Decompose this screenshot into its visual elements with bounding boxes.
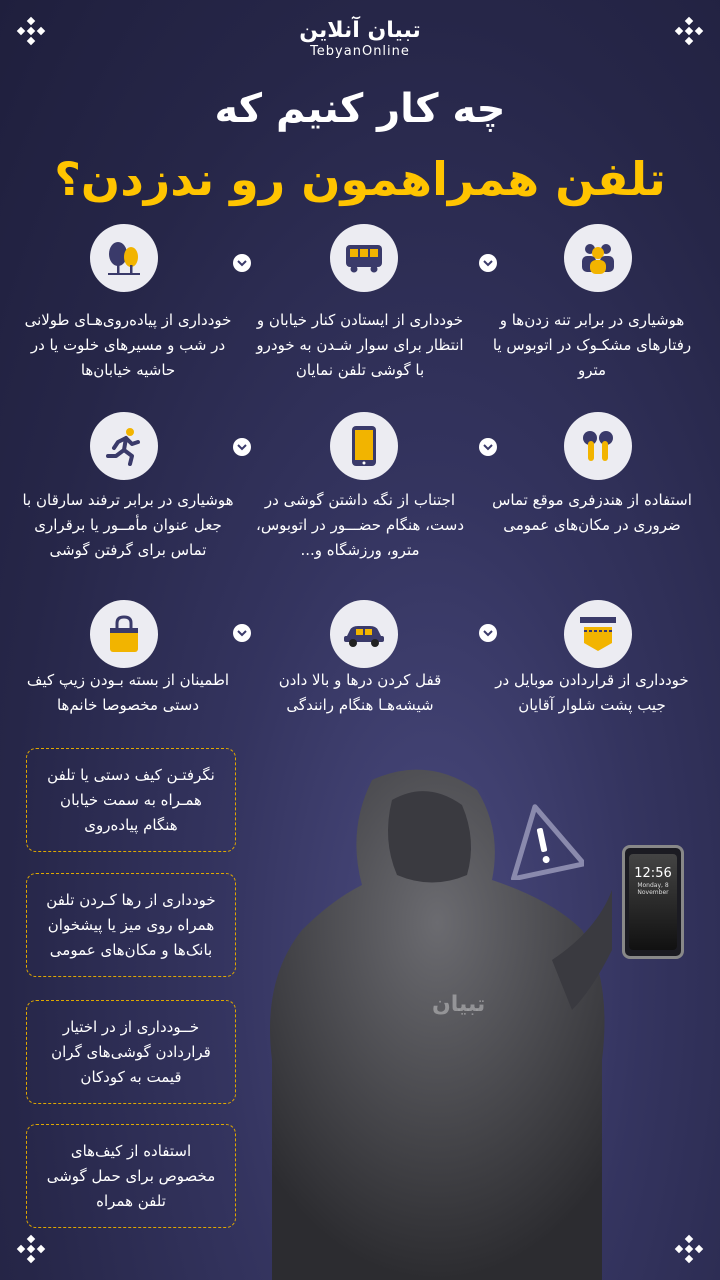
earbuds-icon [564, 412, 632, 480]
tip-box-text: نگرفتـن کیف دستی یا تلفن همـراه به سمت خیابان هنگام پیاده‌روی [47, 765, 215, 834]
phone-clock: 12:56 [634, 866, 672, 881]
tip-box [26, 873, 236, 977]
chevron-down-icon [233, 624, 251, 642]
tip-box [26, 1124, 236, 1228]
tip-text: خودداری از قراردادن موبایل در جیب پشت شلوار آقایان [495, 671, 689, 714]
tip-box-text: استفاده از کیف‌های مخصوص برای حمل گوشی تلفن همراه [46, 1141, 216, 1210]
chevron-down-icon [479, 438, 497, 456]
tip-text: اطمینان از بسته بـودن زیپ کیف دستی مخصوصا خانم‌ها [26, 671, 230, 714]
tip-text: هوشیاری در برابر تنه زدن‌ها و رفتارهای مشکـوک در اتوبوس یا مترو [492, 311, 692, 379]
chevron-down-icon [233, 254, 251, 272]
watermark: تبیان [432, 992, 486, 1017]
tip-text: خودداری از پیاده‌روی‌هـای طولانی در شب و مسیرهای خلوت یا در حاشیه خیابان‌ها [24, 311, 232, 379]
smartphone-in-hand [622, 845, 684, 959]
car-icon [330, 600, 398, 668]
tip-box-text: خودداری از رها کـردن تلفن همراه روی میز یا پیشخوان بانک‌ها و مکان‌های عمومی [46, 890, 216, 959]
hooded-thief-illustration [252, 760, 612, 1280]
phone-date: Monday, 8 November [637, 882, 669, 896]
people-group-icon [564, 224, 632, 292]
tip-box [26, 1000, 236, 1104]
trees-icon [90, 224, 158, 292]
bus-icon [330, 224, 398, 292]
logo-english: TebyanOnline [310, 44, 410, 59]
tip-text: خودداری از ایستادن کنار خیابان و انتظار برای سوار شـدن به خودرو با گوشی تلفن نمایان [256, 311, 464, 379]
phone-screen [629, 854, 677, 950]
back-pocket-icon [564, 600, 632, 668]
tip-text: استفاده از هندزفری موقع تماس ضروری در مکان‌های عمومی [492, 491, 692, 534]
running-person-icon [90, 412, 158, 480]
handbag-icon [90, 600, 158, 668]
smartphone-icon [330, 412, 398, 480]
corner-ornament [676, 1236, 702, 1262]
chevron-down-icon [479, 254, 497, 272]
tip-box [26, 748, 236, 852]
title-line-2: تلفن همراهمون رو ندزدن؟ [54, 152, 666, 206]
chevron-down-icon [233, 438, 251, 456]
tip-text: هوشیاری در برابر ترفند سارقان با جعل عنوان مأمــور یا برقراری تماس برای گرفتن گوشی [22, 491, 234, 559]
tip-text: قفل کردن درها و بالا دادن شیشه‌هـا هنگام رانندگی [278, 671, 442, 714]
corner-ornament [18, 1236, 44, 1262]
title-line-1: چه کار کنیم که [214, 86, 506, 132]
tip-text: اجتناب از نگه داشتن گوشی در دست، هنگام حضـــور در اتوبوس، مترو، ورزشگاه و... [255, 491, 464, 559]
logo-persian: تبیان آنلاین [299, 18, 421, 43]
chevron-down-icon [479, 624, 497, 642]
tip-box-text: خــودداری از در اختیار قراردادن گوشی‌های گران قیمت به کودکان [51, 1017, 211, 1086]
